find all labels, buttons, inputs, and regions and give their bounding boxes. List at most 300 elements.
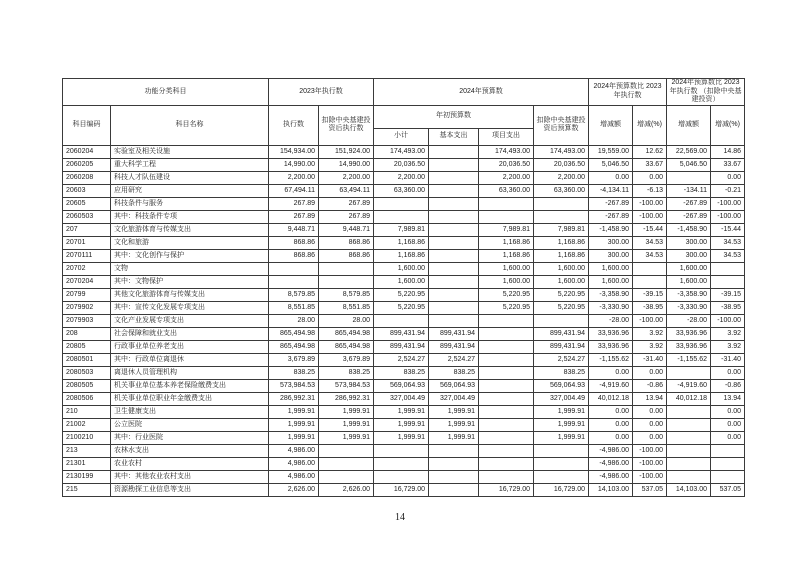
cell-diff-amount-excl: [667, 171, 711, 184]
table-row: [63, 340, 745, 353]
cell-diff-amount: 0.00: [589, 418, 633, 431]
cell-exec-excl: 1,999.91: [319, 418, 374, 431]
cell-subject-code: 215: [63, 483, 111, 496]
header-subtotal: 小计: [374, 128, 429, 145]
cell-subject-code: 2060208: [63, 171, 111, 184]
cell-exec: [269, 262, 319, 275]
cell-project: [479, 457, 534, 470]
cell-exec: 868.86: [269, 249, 319, 262]
header-initial-budget: 年初预算数: [374, 105, 534, 128]
cell-diff-amount-excl: 300.00: [667, 236, 711, 249]
cell-project: [479, 405, 534, 418]
cell-diff-pct: 3.92: [633, 327, 667, 340]
cell-diff-amount: 5,046.50: [589, 158, 633, 171]
cell-budget-excl: 7,989.81: [534, 223, 589, 236]
cell-diff-amount: -267.89: [589, 197, 633, 210]
cell-subject-name: 农林水支出: [111, 444, 269, 457]
header-diff-amount-excl: 增减额: [667, 105, 711, 145]
cell-exec-excl: 3,679.89: [319, 353, 374, 366]
cell-diff-pct: -39.15: [633, 288, 667, 301]
table-row: [63, 145, 745, 158]
header-budget-2024: 2024年预算数: [374, 79, 589, 106]
cell-exec: 4,986.00: [269, 470, 319, 483]
cell-subtotal: 1,600.00: [374, 262, 429, 275]
cell-subtotal: 838.25: [374, 366, 429, 379]
cell-subtotal: 1,999.91: [374, 405, 429, 418]
cell-diff-amount-excl: -134.11: [667, 184, 711, 197]
cell-subject-name: 科技人才队伍建设: [111, 171, 269, 184]
cell-subject-name: 科技条件与服务: [111, 197, 269, 210]
cell-subject-name: 机关事业单位基本养老保险缴费支出: [111, 379, 269, 392]
cell-subject-code: 2070204: [63, 275, 111, 288]
cell-diff-amount: 0.00: [589, 171, 633, 184]
cell-project: [479, 431, 534, 444]
cell-diff-pct-excl: -15.44: [711, 223, 745, 236]
cell-diff-amount: 300.00: [589, 249, 633, 262]
cell-exec-excl: 9,448.71: [319, 223, 374, 236]
cell-diff-amount-excl: -267.89: [667, 197, 711, 210]
cell-diff-amount: 40,012.18: [589, 392, 633, 405]
cell-basic: [429, 171, 479, 184]
cell-diff-pct-excl: -39.15: [711, 288, 745, 301]
cell-budget-excl: [534, 314, 589, 327]
cell-diff-pct-excl: -31.40: [711, 353, 745, 366]
cell-diff-amount: 14,103.00: [589, 483, 633, 496]
cell-exec: 8,551.85: [269, 301, 319, 314]
cell-diff-pct: 3.92: [633, 340, 667, 353]
cell-exec-excl: [319, 470, 374, 483]
cell-diff-pct-excl: 3.92: [711, 340, 745, 353]
cell-budget-excl: 1,600.00: [534, 262, 589, 275]
cell-subject-code: 2080506: [63, 392, 111, 405]
cell-budget-excl: 899,431.94: [534, 327, 589, 340]
cell-exec-excl: 14,990.00: [319, 158, 374, 171]
cell-diff-amount: 0.00: [589, 366, 633, 379]
cell-budget-excl: 838.25: [534, 366, 589, 379]
table-row: [63, 314, 745, 327]
cell-budget-excl: 20,036.50: [534, 158, 589, 171]
cell-diff-pct: -31.40: [633, 353, 667, 366]
cell-subject-code: 2060503: [63, 210, 111, 223]
cell-basic: 1,999.91: [429, 405, 479, 418]
cell-diff-amount-excl: 40,012.18: [667, 392, 711, 405]
cell-basic: 899,431.94: [429, 340, 479, 353]
cell-diff-amount: 0.00: [589, 405, 633, 418]
cell-subject-name: 公立医院: [111, 418, 269, 431]
cell-subject-name: 文化和旅游: [111, 236, 269, 249]
cell-diff-amount-excl: -3,330.90: [667, 301, 711, 314]
cell-exec: 573,984.53: [269, 379, 319, 392]
cell-diff-pct: [633, 275, 667, 288]
cell-project: 5,220.95: [479, 288, 534, 301]
cell-diff-amount: -4,986.00: [589, 444, 633, 457]
cell-diff-pct: 34.53: [633, 249, 667, 262]
cell-diff-amount-excl: -267.89: [667, 210, 711, 223]
cell-exec: [269, 275, 319, 288]
header-diff-pct: 增减(%): [633, 105, 667, 145]
cell-exec: 1,999.91: [269, 431, 319, 444]
cell-diff-pct: -100.00: [633, 444, 667, 457]
cell-basic: [429, 236, 479, 249]
cell-diff-pct-excl: 34.53: [711, 236, 745, 249]
cell-basic: 327,004.49: [429, 392, 479, 405]
cell-project: 1,168.86: [479, 249, 534, 262]
cell-basic: [429, 184, 479, 197]
cell-exec: 1,999.91: [269, 405, 319, 418]
header-exec: 执行数: [269, 105, 319, 145]
cell-basic: [429, 197, 479, 210]
cell-project: 20,036.50: [479, 158, 534, 171]
cell-diff-amount-excl: [667, 457, 711, 470]
cell-diff-pct-excl: 0.00: [711, 366, 745, 379]
cell-subject-code: 2070111: [63, 249, 111, 262]
table-row: [63, 483, 745, 496]
cell-exec-excl: 286,992.31: [319, 392, 374, 405]
cell-diff-amount: -4,134.11: [589, 184, 633, 197]
cell-diff-pct: -38.95: [633, 301, 667, 314]
table-row: [63, 210, 745, 223]
cell-subject-name: 其中：宣传文化发展专项支出: [111, 301, 269, 314]
cell-subject-name: 资源勘探工业信息等支出: [111, 483, 269, 496]
cell-exec: 267.89: [269, 197, 319, 210]
cell-diff-amount-excl: 1,600.00: [667, 275, 711, 288]
cell-project: [479, 327, 534, 340]
table-body: [63, 145, 745, 496]
cell-subtotal: 1,168.86: [374, 236, 429, 249]
cell-diff-pct: -15.44: [633, 223, 667, 236]
cell-exec: 2,626.00: [269, 483, 319, 496]
cell-diff-pct: 33.67: [633, 158, 667, 171]
cell-diff-amount-excl: -1,155.62: [667, 353, 711, 366]
cell-basic: [429, 301, 479, 314]
cell-exec: 8,579.85: [269, 288, 319, 301]
cell-subject-name: 其中：行业医院: [111, 431, 269, 444]
cell-exec: 868.86: [269, 236, 319, 249]
cell-diff-pct: -0.86: [633, 379, 667, 392]
cell-basic: 838.25: [429, 366, 479, 379]
cell-subject-code: 21002: [63, 418, 111, 431]
page-number: 14: [395, 512, 405, 523]
cell-basic: [429, 262, 479, 275]
table-row: [63, 249, 745, 262]
table-row: [63, 301, 745, 314]
cell-basic: [429, 145, 479, 158]
cell-subject-name: 农业农村: [111, 457, 269, 470]
table-row: [63, 327, 745, 340]
table-row: [63, 197, 745, 210]
cell-exec-excl: 838.25: [319, 366, 374, 379]
cell-subject-code: 207: [63, 223, 111, 236]
cell-diff-amount: 300.00: [589, 236, 633, 249]
cell-subject-code: 2080505: [63, 379, 111, 392]
cell-exec-excl: 267.89: [319, 197, 374, 210]
cell-exec: 865,494.98: [269, 327, 319, 340]
cell-exec: 286,992.31: [269, 392, 319, 405]
cell-diff-pct: -100.00: [633, 470, 667, 483]
cell-exec: 2,200.00: [269, 171, 319, 184]
cell-exec: 9,448.71: [269, 223, 319, 236]
cell-diff-pct-excl: 14.86: [711, 145, 745, 158]
header-func-class: 功能分类科目: [63, 79, 269, 106]
cell-exec-excl: 2,626.00: [319, 483, 374, 496]
cell-subject-name: 机关事业单位职业年金缴费支出: [111, 392, 269, 405]
cell-subject-code: 2080503: [63, 366, 111, 379]
cell-project: 1,600.00: [479, 262, 534, 275]
cell-diff-pct-excl: 0.00: [711, 431, 745, 444]
cell-subject-name: 其中：文化创作与保护: [111, 249, 269, 262]
cell-diff-amount-excl: 22,569.00: [667, 145, 711, 158]
cell-subject-code: 2060204: [63, 145, 111, 158]
cell-diff-amount-excl: 33,936.96: [667, 340, 711, 353]
table-row: [63, 236, 745, 249]
cell-diff-pct-excl: [711, 470, 745, 483]
cell-subtotal: 7,989.81: [374, 223, 429, 236]
cell-diff-pct: 0.00: [633, 366, 667, 379]
cell-basic: [429, 288, 479, 301]
cell-exec: 267.89: [269, 210, 319, 223]
table-row: [63, 392, 745, 405]
cell-diff-pct-excl: -100.00: [711, 210, 745, 223]
table-row: [63, 366, 745, 379]
cell-subject-name: 实验室及相关设施: [111, 145, 269, 158]
cell-basic: [429, 158, 479, 171]
cell-exec-excl: 1,999.91: [319, 405, 374, 418]
cell-diff-pct: 537.05: [633, 483, 667, 496]
cell-exec-excl: 573,984.53: [319, 379, 374, 392]
cell-basic: [429, 457, 479, 470]
cell-subtotal: [374, 210, 429, 223]
cell-diff-pct-excl: [711, 457, 745, 470]
cell-subtotal: 2,200.00: [374, 171, 429, 184]
cell-exec-excl: [319, 457, 374, 470]
cell-basic: 2,524.27: [429, 353, 479, 366]
cell-diff-amount: 1,600.00: [589, 275, 633, 288]
cell-budget-excl: 1,999.91: [534, 418, 589, 431]
cell-diff-amount-excl: 300.00: [667, 249, 711, 262]
cell-basic: [429, 223, 479, 236]
cell-subject-code: 2130199: [63, 470, 111, 483]
cell-diff-amount-excl: -1,458.90: [667, 223, 711, 236]
cell-exec-excl: [319, 444, 374, 457]
cell-diff-amount: 0.00: [589, 431, 633, 444]
cell-subtotal: [374, 457, 429, 470]
cell-budget-excl: 2,524.27: [534, 353, 589, 366]
cell-diff-amount: -3,330.90: [589, 301, 633, 314]
cell-basic: [429, 314, 479, 327]
cell-budget-excl: 5,220.95: [534, 288, 589, 301]
cell-subtotal: 899,431.94: [374, 340, 429, 353]
cell-subject-name: 文物: [111, 262, 269, 275]
cell-exec-excl: 8,579.85: [319, 288, 374, 301]
cell-basic: [429, 470, 479, 483]
cell-subtotal: [374, 197, 429, 210]
cell-subtotal: 20,036.50: [374, 158, 429, 171]
table-row: [63, 158, 745, 171]
cell-subject-name: 重大科学工程: [111, 158, 269, 171]
cell-subject-code: 2079902: [63, 301, 111, 314]
cell-exec: 838.25: [269, 366, 319, 379]
cell-diff-amount: 33,936.96: [589, 340, 633, 353]
cell-budget-excl: 2,200.00: [534, 171, 589, 184]
cell-diff-pct: 0.00: [633, 405, 667, 418]
cell-exec: 865,494.98: [269, 340, 319, 353]
cell-budget-excl: 1,999.91: [534, 431, 589, 444]
cell-subtotal: 5,220.95: [374, 301, 429, 314]
cell-diff-amount: 1,600.00: [589, 262, 633, 275]
cell-subject-code: 20805: [63, 340, 111, 353]
cell-diff-amount-excl: -4,919.60: [667, 379, 711, 392]
cell-basic: 1,999.91: [429, 431, 479, 444]
budget-table: [62, 78, 745, 497]
cell-subject-code: 21301: [63, 457, 111, 470]
cell-subject-code: 2079903: [63, 314, 111, 327]
cell-subject-code: 2100210: [63, 431, 111, 444]
cell-exec: 154,934.00: [269, 145, 319, 158]
cell-diff-amount-excl: -3,358.90: [667, 288, 711, 301]
cell-diff-pct: 0.00: [633, 431, 667, 444]
cell-exec-excl: 151,924.00: [319, 145, 374, 158]
table-row: [63, 470, 745, 483]
cell-exec: 4,986.00: [269, 457, 319, 470]
cell-subject-name: 行政事业单位养老支出: [111, 340, 269, 353]
cell-diff-pct: -100.00: [633, 210, 667, 223]
cell-basic: [429, 483, 479, 496]
cell-exec-excl: 267.89: [319, 210, 374, 223]
cell-diff-pct-excl: 537.05: [711, 483, 745, 496]
header-basic: 基本支出: [429, 128, 479, 145]
cell-diff-pct-excl: -0.21: [711, 184, 745, 197]
cell-subject-code: 20701: [63, 236, 111, 249]
cell-exec-excl: 865,494.98: [319, 340, 374, 353]
cell-project: [479, 210, 534, 223]
header-diff-amount: 增减额: [589, 105, 633, 145]
cell-subject-code: 20702: [63, 262, 111, 275]
cell-diff-amount-excl: 33,936.96: [667, 327, 711, 340]
cell-project: [479, 418, 534, 431]
cell-diff-pct-excl: 33.67: [711, 158, 745, 171]
cell-subject-name: 应用研究: [111, 184, 269, 197]
cell-diff-amount-excl: [667, 431, 711, 444]
cell-project: [479, 444, 534, 457]
cell-subject-name: 其中：其他农业农村支出: [111, 470, 269, 483]
cell-subject-code: 210: [63, 405, 111, 418]
cell-subtotal: 1,999.91: [374, 431, 429, 444]
cell-diff-amount: -4,986.00: [589, 470, 633, 483]
cell-budget-excl: 5,220.95: [534, 301, 589, 314]
cell-budget-excl: 1,168.86: [534, 236, 589, 249]
cell-exec-excl: 28.00: [319, 314, 374, 327]
cell-project: 1,168.86: [479, 236, 534, 249]
header-subject-code: 科目编码: [63, 105, 111, 145]
cell-budget-excl: 569,064.93: [534, 379, 589, 392]
cell-diff-pct-excl: 0.00: [711, 418, 745, 431]
cell-diff-pct: -100.00: [633, 457, 667, 470]
cell-basic: 569,064.93: [429, 379, 479, 392]
cell-subject-code: 20603: [63, 184, 111, 197]
cell-subtotal: 174,493.00: [374, 145, 429, 158]
cell-diff-amount-excl: [667, 470, 711, 483]
cell-subject-name: 文化产业发展专项支出: [111, 314, 269, 327]
cell-diff-amount-excl: [667, 366, 711, 379]
cell-diff-amount-excl: 5,046.50: [667, 158, 711, 171]
header-exec-excl: 扣除中央基建投资后执行数: [319, 105, 374, 145]
cell-basic: [429, 210, 479, 223]
table-row: [63, 171, 745, 184]
cell-diff-pct-excl: -100.00: [711, 314, 745, 327]
cell-diff-pct-excl: 3.92: [711, 327, 745, 340]
cell-exec-excl: 868.86: [319, 249, 374, 262]
cell-project: 2,200.00: [479, 171, 534, 184]
cell-subtotal: 327,004.49: [374, 392, 429, 405]
cell-subtotal: 899,431.94: [374, 327, 429, 340]
cell-diff-amount: -28.00: [589, 314, 633, 327]
cell-exec: 28.00: [269, 314, 319, 327]
cell-basic: [429, 444, 479, 457]
cell-subject-name: 卫生健康支出: [111, 405, 269, 418]
header-compare: 2024年预算数比 2023年执行数: [589, 79, 667, 106]
cell-diff-pct-excl: 13.94: [711, 392, 745, 405]
cell-budget-excl: [534, 210, 589, 223]
cell-budget-excl: 1,600.00: [534, 275, 589, 288]
cell-diff-amount: 19,559.00: [589, 145, 633, 158]
cell-budget-excl: 174,493.00: [534, 145, 589, 158]
header-diff-pct-excl: 增减(%): [711, 105, 745, 145]
cell-basic: [429, 249, 479, 262]
cell-diff-pct: 34.53: [633, 236, 667, 249]
cell-budget-excl: [534, 457, 589, 470]
cell-exec: 4,986.00: [269, 444, 319, 457]
table-row: [63, 275, 745, 288]
cell-diff-amount: -4,919.60: [589, 379, 633, 392]
cell-project: 7,989.81: [479, 223, 534, 236]
cell-subtotal: 2,524.27: [374, 353, 429, 366]
cell-diff-amount: -267.89: [589, 210, 633, 223]
table-row: [63, 444, 745, 457]
cell-project: 174,493.00: [479, 145, 534, 158]
cell-subject-code: 208: [63, 327, 111, 340]
cell-subtotal: 16,729.00: [374, 483, 429, 496]
cell-diff-amount: -1,458.90: [589, 223, 633, 236]
cell-budget-excl: 63,360.00: [534, 184, 589, 197]
cell-subject-name: 其中：文物保护: [111, 275, 269, 288]
cell-exec-excl: 1,999.91: [319, 431, 374, 444]
cell-budget-excl: [534, 444, 589, 457]
cell-subtotal: [374, 444, 429, 457]
cell-exec: 1,999.91: [269, 418, 319, 431]
cell-diff-amount-excl: 14,103.00: [667, 483, 711, 496]
table-row: [63, 431, 745, 444]
cell-basic: 899,431.94: [429, 327, 479, 340]
cell-exec-excl: [319, 262, 374, 275]
cell-diff-pct: -100.00: [633, 197, 667, 210]
cell-subject-name: 离退休人员管理机构: [111, 366, 269, 379]
cell-subject-code: 20605: [63, 197, 111, 210]
table-row: [63, 184, 745, 197]
table-row: [63, 288, 745, 301]
cell-subtotal: 5,220.95: [374, 288, 429, 301]
cell-diff-amount: -3,358.90: [589, 288, 633, 301]
cell-exec: 67,494.11: [269, 184, 319, 197]
cell-diff-pct-excl: -0.86: [711, 379, 745, 392]
cell-diff-pct-excl: 0.00: [711, 171, 745, 184]
cell-budget-excl: [534, 197, 589, 210]
cell-subtotal: 1,600.00: [374, 275, 429, 288]
cell-diff-pct: 0.00: [633, 171, 667, 184]
cell-project: 5,220.95: [479, 301, 534, 314]
cell-diff-amount-excl: 1,600.00: [667, 262, 711, 275]
cell-subtotal: 1,168.86: [374, 249, 429, 262]
cell-exec-excl: [319, 275, 374, 288]
